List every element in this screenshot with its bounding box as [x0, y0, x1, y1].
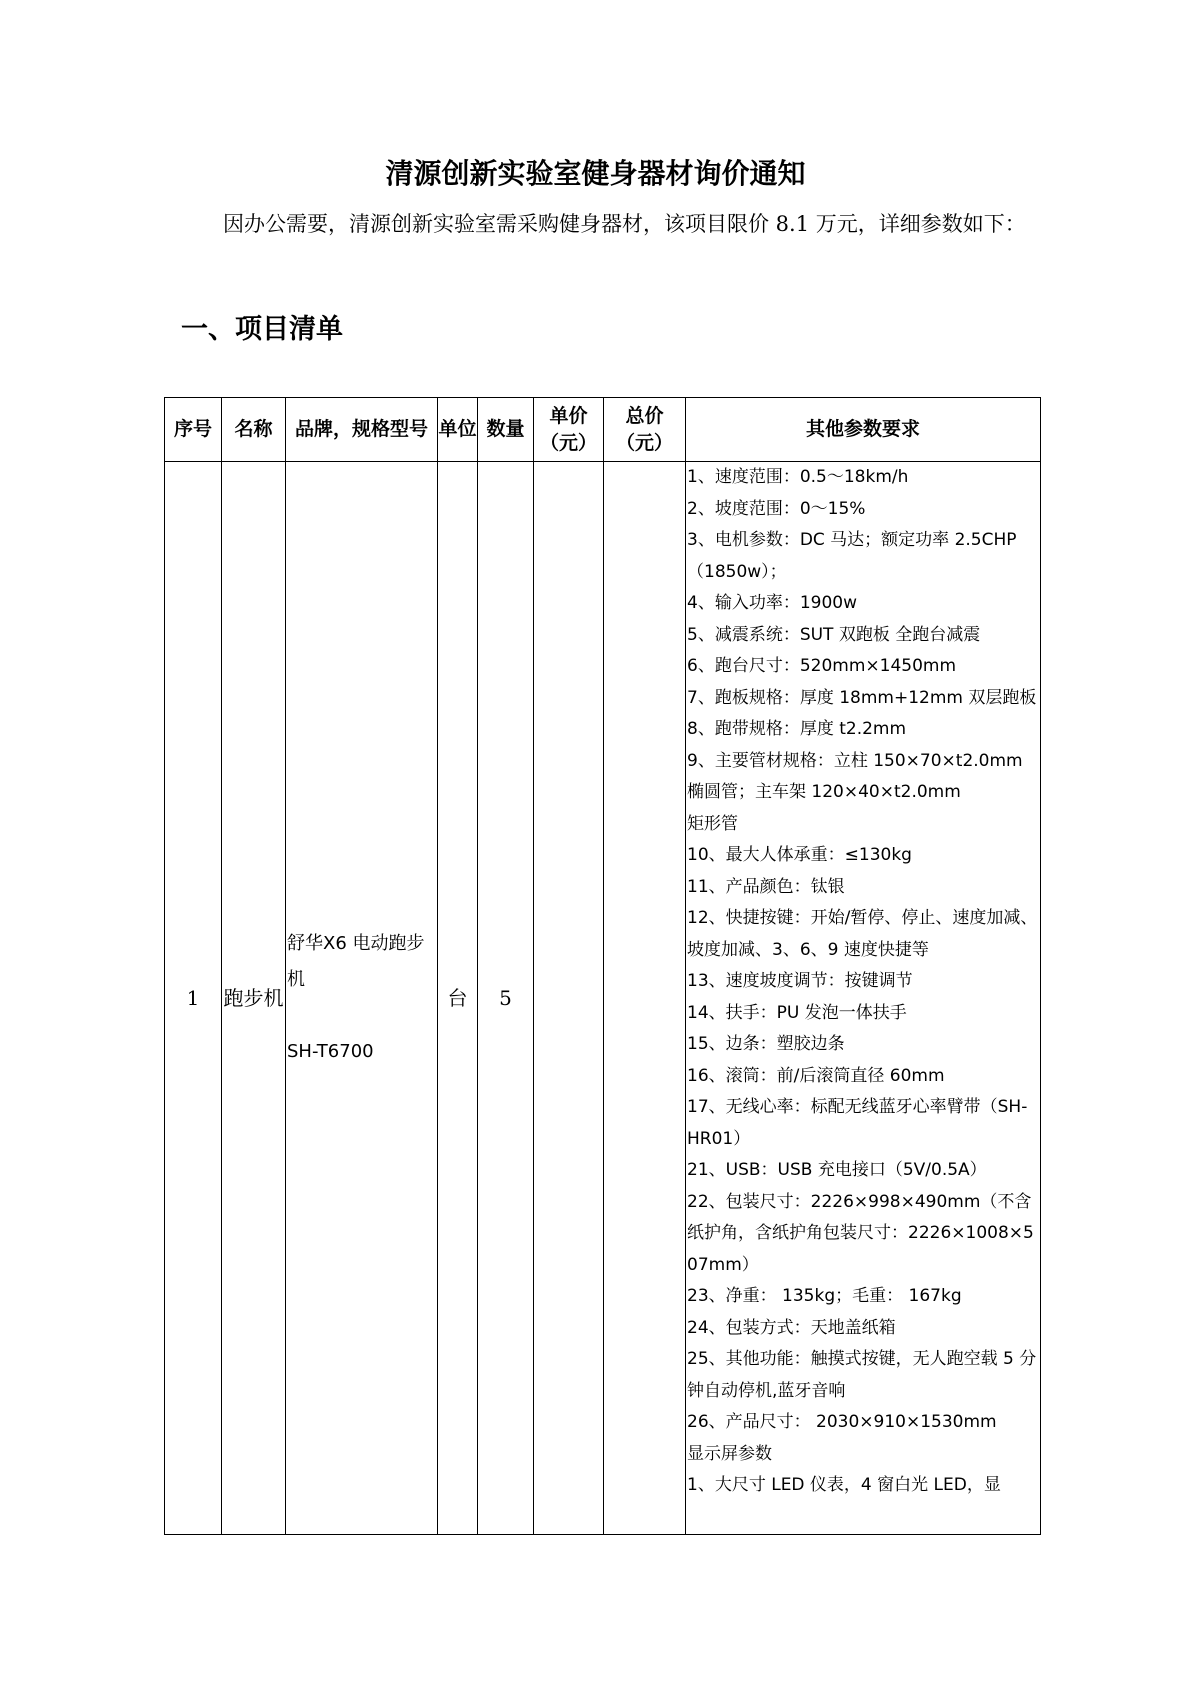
param-item: 显示屏参数 — [687, 1443, 772, 1464]
param-item: 24、包装方式：天地盖纸箱 — [687, 1317, 896, 1338]
param-item: 2、坡度范围：0～15% — [687, 498, 866, 519]
param-item: 11、产品颜色：钛银 — [687, 876, 845, 897]
header-quantity: 数量 — [478, 398, 534, 462]
header-total-price: 总价（元） — [604, 398, 686, 462]
param-item: 10、最大人体承重：≤130kg — [687, 845, 912, 865]
param-item: 21、USB：USB 充电接口（5V/0.5A） — [687, 1160, 987, 1180]
cell-total-price — [604, 462, 686, 1535]
param-item: 4、输入功率：1900w — [687, 593, 857, 613]
param-item: 26、产品尺寸： 2030×910×1530mm — [687, 1412, 997, 1432]
param-item: 16、滚筒：前/后滚筒直径 60mm — [687, 1065, 945, 1086]
header-unit-price: 单价（元） — [534, 398, 604, 462]
param-item: 25、其他功能：触摸式按键，无人跑空载 5 分钟自动停机,蓝牙音响 — [687, 1349, 1037, 1401]
param-item: 14、扶手：PU 发泡一体扶手 — [687, 1002, 907, 1023]
param-item: 12、快捷按键：开始/暂停、停止、速度加减、坡度加减、3、6、9 速度快捷等 — [687, 908, 1038, 960]
param-item: 8、跑带规格：厚度 t2.2mm — [687, 719, 907, 739]
cell-quantity: 5 — [478, 462, 534, 1535]
param-item: 9、主要管材规格：立柱 150×70×t2.0mm 椭圆管；主车架 120×40×t2.0mm — [687, 750, 1023, 802]
cell-name: 跑步机 — [222, 462, 286, 1535]
param-item: 7、跑板规格：厚度 18mm+12mm 双层跑板 — [687, 687, 1037, 708]
param-item: 15、边条：塑胶边条 — [687, 1034, 845, 1054]
table-row — [165, 462, 1041, 1535]
cell-brand-model — [286, 462, 438, 1535]
param-item: 1、速度范围：0.5～18km/h — [687, 467, 909, 487]
cell-other-params — [686, 462, 1041, 1535]
param-item: 矩形管 — [687, 813, 738, 834]
model-number-line: SH-T6700 — [287, 1041, 374, 1062]
header-seq: 序号 — [165, 398, 222, 462]
cell-seq: 1 — [165, 462, 222, 1535]
header-unit: 单位 — [438, 398, 478, 462]
table-header-row — [165, 398, 1041, 462]
param-item: 6、跑台尺寸：520mm×1450mm — [687, 656, 957, 676]
intro-paragraph: 因办公需要，清源创新实验室需采购健身器材，该项目限价 8.1 万元，详细参数如下： — [223, 212, 1026, 236]
project-list-table — [164, 397, 1041, 1535]
cell-unit: 台 — [438, 462, 478, 1535]
header-name: 名称 — [222, 398, 286, 462]
header-other-params: 其他参数要求 — [686, 398, 1041, 462]
brand-model-spacer — [287, 998, 437, 1034]
cell-unit-price — [534, 462, 604, 1535]
param-item: 22、包装尺寸：2226×998×490mm（不含纸护角，含纸护角包装尺寸：2226×1008×507mm） — [687, 1191, 1034, 1275]
header-brand-model: 品牌，规格型号 — [286, 398, 438, 462]
document-title: 清源创新实验室健身器材询价通知 — [385, 157, 806, 190]
brand-model-line: 舒华X6 电动跑步机 — [287, 933, 425, 990]
param-item: 1、大尺寸 LED 仪表，4 窗白光 LED，显 — [687, 1475, 1001, 1495]
params-list — [687, 462, 1040, 1534]
param-item: 5、减震系统：SUT 双跑板 全跑台减震 — [687, 624, 981, 645]
section-heading: 一、项目清单 — [181, 314, 343, 345]
param-item: 3、电机参数：DC 马达；额定功率 2.5CHP（1850w）； — [687, 530, 1017, 582]
param-item: 17、无线心率：标配无线蓝牙心率臂带（SH-HR01） — [687, 1097, 1028, 1149]
param-item: 13、速度坡度调节：按键调节 — [687, 971, 913, 991]
param-item: 23、净重： 135kg；毛重： 167kg — [687, 1286, 962, 1306]
